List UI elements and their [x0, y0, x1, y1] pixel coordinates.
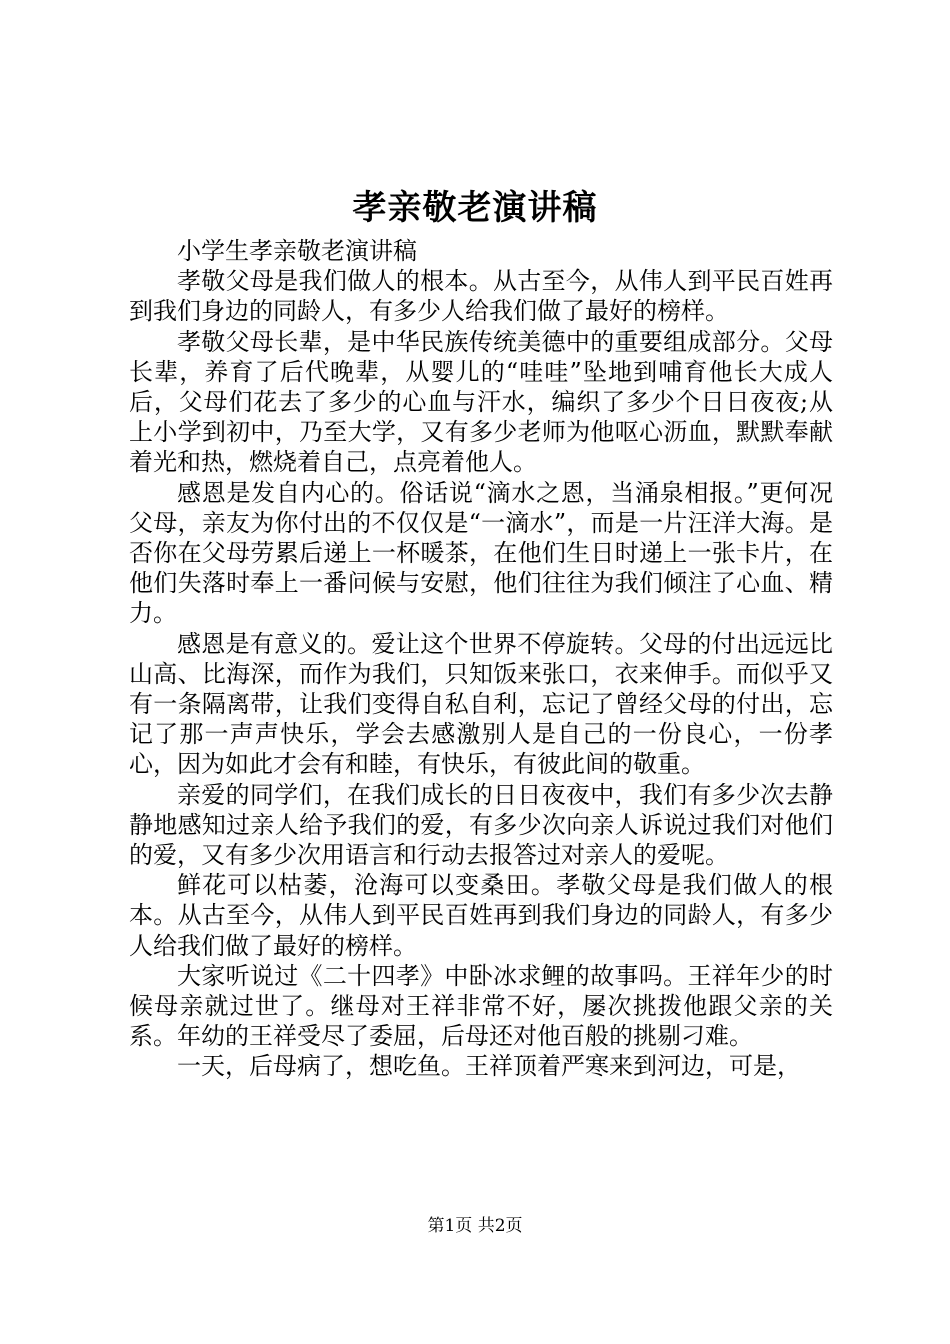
paragraph: 亲爱的同学们，在我们成长的日日夜夜中，我们有多少次去静静地感知过亲人给予我们的爱，有多少次向亲人诉说过我们对他们的爱，又有多少次用语言和行动去报答过对亲人的爱呢。: [129, 780, 833, 870]
document-subtitle: 小学生孝亲敬老演讲稿: [177, 237, 417, 265]
paragraph: 感恩是有意义的。爱让这个世界不停旋转。父母的付出远远比山高、比海深，而作为我们，只知饭来张口，衣来伸手。而似乎又有一条隔离带，让我们变得自私自利，忘记了曾经父母的付出，忘记了那一声声快乐，学会去感激别人是自己的一份良心，一份孝心，因为如此才会有和睦，有快乐，有彼此间的敬重。: [129, 629, 833, 779]
paragraph: 一天，后母病了，想吃鱼。王祥顶着严寒来到河边，可是，: [177, 1052, 801, 1081]
paragraph: 孝敬父母是我们做人的根本。从古至今，从伟人到平民百姓再到我们身边的同龄人，有多少人给我们做了最好的榜样。: [129, 267, 833, 326]
document-title: 孝亲敬老演讲稿: [352, 188, 598, 228]
paragraph: 大家听说过《二十四孝》中卧冰求鲤的故事吗。王祥年少的时候母亲就过世了。继母对王祥非常不好，屡次挑拨他跟父亲的关系。年幼的王祥受尽了委屈，后母还对他百般的挑剔刁难。: [129, 961, 833, 1051]
paragraph: 孝敬父母长辈，是中华民族传统美德中的重要组成部分。父母长辈，养育了后代晚辈，从婴儿的“哇哇”坠地到哺育他长大成人后，父母们花去了多少的心血与汗水，编织了多少个日日夜夜;从上小学到初中，乃至大学，又有多少老师为他呕心沥血，默默奉献着光和热，燃烧着自己，点亮着他人。: [129, 327, 833, 477]
page-footer: 第1页 共2页: [427, 1216, 523, 1236]
document-body: [129, 236, 833, 1082]
paragraph: 感恩是发自内心的。俗话说“滴水之恩，当涌泉相报。”更何况父母，亲友为你付出的不仅仅是“一滴水”，而是一片汪洋大海。是否你在父母劳累后递上一杯暖茶，在他们生日时递上一张卡片，在他们失落时奉上一番问候与安慰，他们往往为我们倾注了心血、精力。: [129, 478, 833, 628]
paragraph: 鲜花可以枯萎，沧海可以变桑田。孝敬父母是我们做人的根本。从古至今，从伟人到平民百姓再到我们身边的同龄人，有多少人给我们做了最好的榜样。: [129, 871, 833, 960]
